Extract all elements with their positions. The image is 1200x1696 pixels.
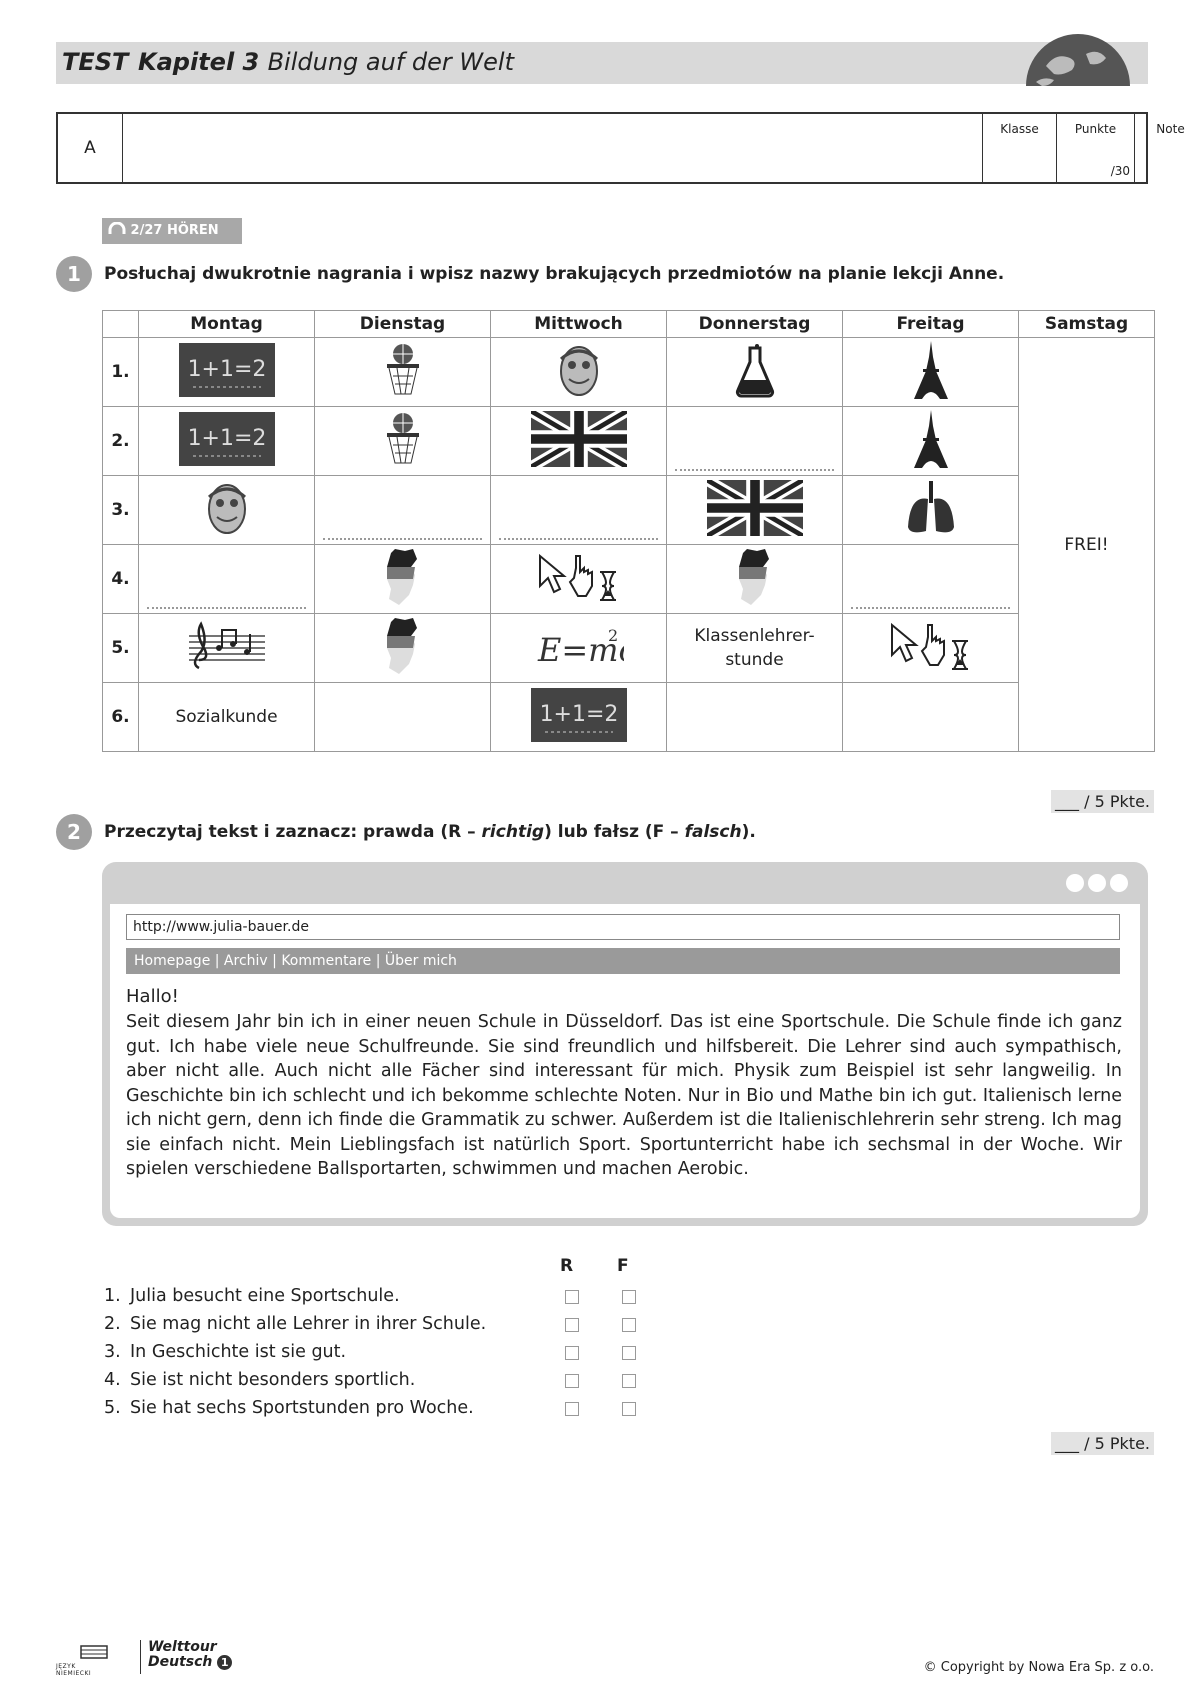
note-field[interactable]	[1134, 114, 1200, 182]
checkbox-falsch[interactable]	[622, 1374, 636, 1388]
blog-greeting: Hallo!	[126, 986, 179, 1007]
answer-blank[interactable]	[667, 407, 843, 476]
note-label: Note	[1156, 122, 1185, 136]
subject-text: Sozialkunde	[139, 683, 315, 752]
subject-cell	[139, 338, 315, 407]
subject-cell	[667, 545, 843, 614]
subject-cell	[843, 614, 1019, 683]
task2-instruction	[104, 822, 756, 842]
timetable-row	[103, 545, 1155, 614]
listening-label: 2/27 HÖREN	[130, 223, 219, 238]
statement-number: 4.	[104, 1370, 121, 1390]
checkbox-richtig[interactable]	[565, 1318, 579, 1332]
statement-text: In Geschichte ist sie gut.	[130, 1342, 347, 1362]
dotted-line[interactable]	[675, 469, 834, 471]
subject-cell	[843, 476, 1019, 545]
punkte-field[interactable]	[1056, 114, 1134, 182]
group-label: A	[84, 138, 96, 158]
checkbox-richtig[interactable]	[565, 1374, 579, 1388]
punkte-max: /30	[1110, 164, 1130, 178]
test-label: TEST	[62, 48, 129, 76]
music-notes-icon	[187, 618, 267, 674]
subject-cell	[667, 338, 843, 407]
samstag-frei: FREI!	[1019, 338, 1155, 752]
computer-cursor-icon	[888, 621, 974, 671]
instr-part-b: ) lub fałsz (F –	[544, 822, 685, 842]
blog-text: Seit diesem Jahr bin ich in einer neuen Schule in Düsseldorf. Das ist eine Sportschule. Die Schule finde ich ganz gut. Ich habe viele neue Schulfreunde. Sie sind freundlich und hilfsbereit. Die Lehrer sind auch sympathisch, aber nicht alle. Auch nicht alle Fächer sind interessant für mich. Physik zum Beispiel ist sehr langweilig. In Geschichte bin ich schlecht und ich bekomme schlechte Noten. Nur in Bio und Mathe bin ich gut. Italienisch lerne ich nicht gern, denn ich finde die Grammatik zu schwer. Außerdem ist die Italienischlehrerin sehr streng. Ich mag sie einfach nicht. Mein Lieblingsfach ist natürlich Sport. Sportunterricht habe ich sechsmal in der Woche. Wir spielen verschiedene Ballsportarten, schwimmen und machen Aerobic.	[126, 1012, 1122, 1179]
statement-text: Sie mag nicht alle Lehrer in ihrer Schule.	[130, 1314, 487, 1334]
germany-map-icon	[733, 547, 777, 607]
statement-text: Julia besucht eine Sportschule.	[130, 1286, 400, 1306]
basketball-hoop-icon	[383, 411, 423, 467]
chapter-subtitle: Bildung auf der Welt	[267, 48, 514, 76]
chapter-number: Kapitel 3	[138, 48, 260, 76]
brand-logo	[148, 1640, 232, 1670]
task-number-2: 2	[56, 814, 92, 850]
germany-map-icon	[381, 547, 425, 607]
empty-cell	[667, 683, 843, 752]
brand-bottom: Deutsch	[148, 1654, 213, 1670]
theater-mask-icon	[555, 341, 603, 399]
listening-badge	[102, 218, 242, 244]
statement-number: 3.	[104, 1342, 121, 1362]
eiffel-tower-icon	[914, 341, 948, 399]
lungs-icon	[906, 481, 956, 535]
statement-number: 1.	[104, 1286, 121, 1306]
subject-cell	[315, 407, 491, 476]
task1-instruction: Posłuchaj dwukrotnie nagrania i wpisz nazwy brakujących przedmiotów na planie lekcji Anne.	[104, 264, 1005, 284]
globe-icon	[1016, 26, 1136, 88]
subject-cell	[667, 476, 843, 545]
dotted-line[interactable]	[323, 538, 482, 540]
svg-text:1+1=2: 1+1=2	[539, 701, 618, 727]
col-f-header: F	[617, 1256, 629, 1276]
task-number-1: 1	[56, 256, 92, 292]
subject-cell	[491, 614, 667, 683]
statement-number: 5.	[104, 1398, 121, 1418]
book-icon	[80, 1645, 108, 1659]
svg-text:E=mc: E=m	[537, 630, 619, 669]
publisher-text: JĘZYK NIEMIECKI	[56, 1663, 92, 1677]
window-dot-icon[interactable]	[1088, 874, 1106, 892]
subject-text: Klassenlehrer-stunde	[667, 614, 843, 683]
timetable-row	[103, 614, 1155, 683]
uk-flag-icon	[531, 411, 627, 467]
task1-score: ___ / 5 Pkte.	[1051, 790, 1154, 813]
subject-cell	[491, 545, 667, 614]
instr-part-a: Przeczytaj tekst i zaznacz: prawda (R –	[104, 822, 482, 842]
subject-cell	[139, 476, 315, 545]
flask-icon	[735, 342, 775, 398]
theater-mask-icon	[203, 479, 251, 537]
subject-cell	[139, 407, 315, 476]
computer-cursor-icon	[536, 552, 622, 602]
lesson-number: 5.	[103, 614, 139, 683]
math-board-icon	[179, 343, 275, 397]
corner-cell	[103, 311, 139, 338]
instr-part-c: ).	[741, 822, 756, 842]
day-header-freitag: Freitag	[843, 311, 1019, 338]
day-header-mittwoch: Mittwoch	[491, 311, 667, 338]
timetable	[102, 310, 1155, 752]
checkbox-falsch[interactable]	[622, 1346, 636, 1360]
checkbox-richtig[interactable]	[565, 1346, 579, 1360]
subject-cell	[843, 338, 1019, 407]
instr-falsch: falsch	[684, 822, 742, 842]
subject-cell	[139, 614, 315, 683]
germany-map-icon	[381, 616, 425, 676]
subject-cell	[315, 338, 491, 407]
empty-cell	[843, 683, 1019, 752]
svg-text:1+1=2: 1+1=2	[187, 356, 266, 382]
statement-number: 2.	[104, 1314, 121, 1334]
answer-blank[interactable]	[315, 476, 491, 545]
statement-text: Sie ist nicht besonders sportlich.	[130, 1370, 416, 1390]
footer-divider	[140, 1640, 141, 1674]
browser-content	[110, 904, 1140, 1218]
timetable-row	[103, 407, 1155, 476]
checkbox-falsch[interactable]	[622, 1402, 636, 1416]
task2-score: ___ / 5 Pkte.	[1051, 1432, 1154, 1455]
window-dot-icon[interactable]	[1110, 874, 1128, 892]
chapter-title	[138, 48, 514, 76]
lesson-number: 3.	[103, 476, 139, 545]
dotted-line[interactable]	[499, 538, 658, 540]
site-nav[interactable]: Homepage | Archiv | Kommentare | Über mich	[126, 948, 1120, 974]
brand-number: 1	[217, 1655, 232, 1670]
checkbox-falsch[interactable]	[622, 1290, 636, 1304]
student-info-table	[56, 112, 1185, 184]
subject-cell	[491, 338, 667, 407]
timetable-row	[103, 338, 1155, 407]
empty-cell	[315, 683, 491, 752]
lesson-number: 6.	[103, 683, 139, 752]
subject-cell	[491, 407, 667, 476]
subject-cell	[843, 407, 1019, 476]
subject-cell	[315, 545, 491, 614]
punkte-label: Punkte	[1074, 122, 1117, 136]
lesson-number: 1.	[103, 338, 139, 407]
svg-text:1+1=2: 1+1=2	[187, 425, 266, 451]
timetable-row	[103, 476, 1155, 545]
answer-blank[interactable]	[139, 545, 315, 614]
dotted-line[interactable]	[147, 607, 306, 609]
timetable-row	[103, 683, 1155, 752]
svg-text:2: 2	[607, 625, 618, 645]
subject-cell	[491, 683, 667, 752]
eiffel-tower-icon	[914, 410, 948, 468]
day-header-dienstag: Dienstag	[315, 311, 491, 338]
klasse-label: Klasse	[1000, 122, 1039, 136]
window-dot-icon[interactable]	[1066, 874, 1084, 892]
klasse-field[interactable]	[982, 114, 1056, 182]
day-header-samstag: Samstag	[1019, 311, 1155, 338]
uk-flag-icon	[707, 480, 803, 536]
timetable-header	[103, 311, 1155, 338]
day-header-montag: Montag	[139, 311, 315, 338]
lesson-number: 4.	[103, 545, 139, 614]
brand-top: Welttour	[148, 1639, 217, 1655]
statement-text: Sie hat sechs Sportstunden pro Woche.	[130, 1398, 474, 1418]
checkbox-falsch[interactable]	[622, 1318, 636, 1332]
lesson-number: 2.	[103, 407, 139, 476]
checkbox-richtig[interactable]	[565, 1402, 579, 1416]
col-r-header: R	[560, 1256, 574, 1276]
name-field[interactable]	[122, 114, 982, 182]
publisher-logo	[56, 1644, 112, 1677]
math-board-icon	[531, 688, 627, 742]
checkbox-richtig[interactable]	[565, 1290, 579, 1304]
browser-window	[102, 862, 1148, 1226]
copyright: © Copyright by Nowa Era Sp. z o.o.	[923, 1660, 1154, 1675]
headphones-icon	[108, 222, 126, 236]
instr-richtig: richtig	[481, 822, 545, 842]
window-controls	[1062, 874, 1128, 896]
header-band	[56, 42, 1148, 84]
physics-formula-icon	[534, 621, 624, 671]
day-header-donnerstag: Donnerstag	[667, 311, 843, 338]
basketball-hoop-icon	[383, 342, 423, 398]
answer-blank[interactable]	[843, 545, 1019, 614]
answer-blank[interactable]	[491, 476, 667, 545]
math-board-icon	[179, 412, 275, 466]
url-bar[interactable]: http://www.julia-bauer.de	[126, 914, 1120, 940]
subject-cell	[315, 614, 491, 683]
dotted-line[interactable]	[851, 607, 1010, 609]
